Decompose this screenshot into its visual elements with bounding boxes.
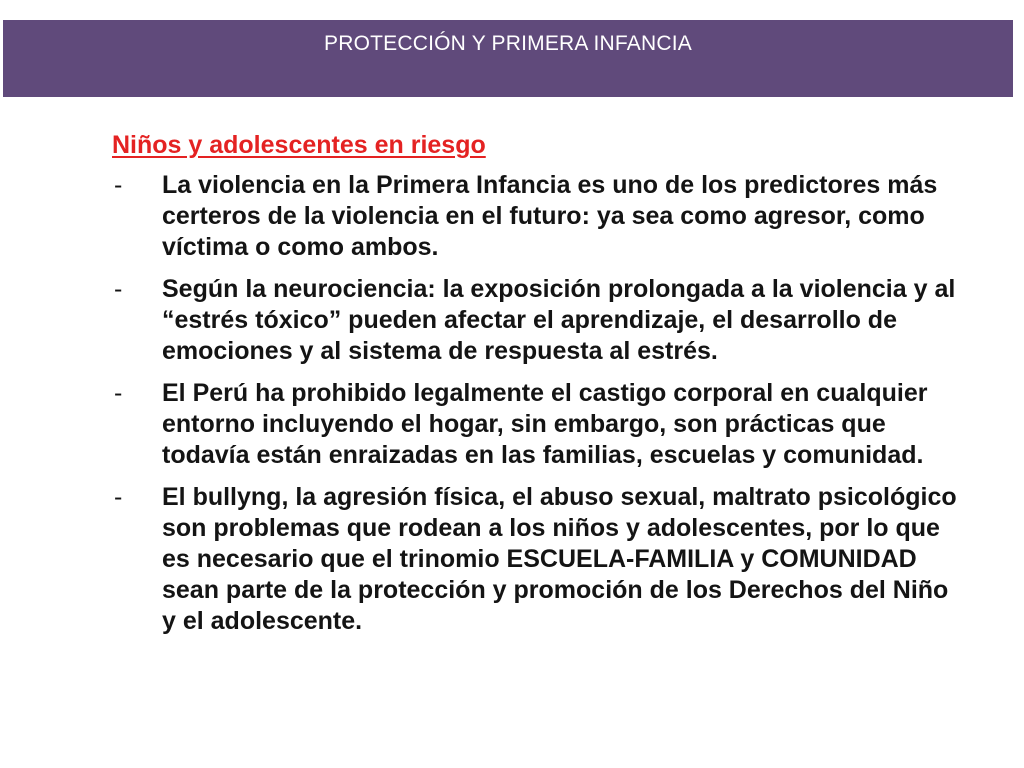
bullet-item: [112, 274, 962, 367]
bullet-text: Según la neurociencia: la exposición prolongada a la violencia y al “estrés tóxico” pueden afectar el aprendizaje, el desarrollo de emociones y al sistema de respuesta al estrés.: [162, 275, 956, 365]
bullet-item: [112, 378, 962, 471]
bullet-item: [112, 170, 962, 263]
section-subtitle: Niños y adolescentes en riesgo: [112, 131, 486, 159]
slide-title: PROTECCIÓN Y PRIMERA INFANCIA: [324, 32, 692, 55]
bullet-dash: -: [114, 379, 123, 407]
bullet-text: El bullyng, la agresión física, el abuso sexual, maltrato psicológico son problemas que rodean a los niños y adolescentes, por lo que es necesario que el trinomio ESCUELA-FAMILIA y COMUNIDAD sean parte de la protección y promoción de los Derechos del Niño y el adolescente.: [162, 483, 957, 635]
slide-content: [112, 130, 962, 648]
bullet-dash: -: [114, 275, 123, 303]
bullet-text: El Perú ha prohibido legalmente el castigo corporal en cualquier entorno incluyendo el hogar, sin embargo, son prácticas que todavía están enraizadas en las familias, escuelas y comunidad.: [162, 379, 928, 469]
bullet-dash: -: [114, 171, 123, 199]
bullet-item: [112, 482, 962, 637]
bullet-text: La violencia en la Primera Infancia es uno de los predictores más certeros de la violencia en el futuro: ya sea como agresor, como víctima o como ambos.: [162, 171, 938, 261]
bullet-list: [112, 170, 962, 637]
bullet-dash: -: [114, 483, 123, 511]
header-bar: [3, 20, 1013, 97]
